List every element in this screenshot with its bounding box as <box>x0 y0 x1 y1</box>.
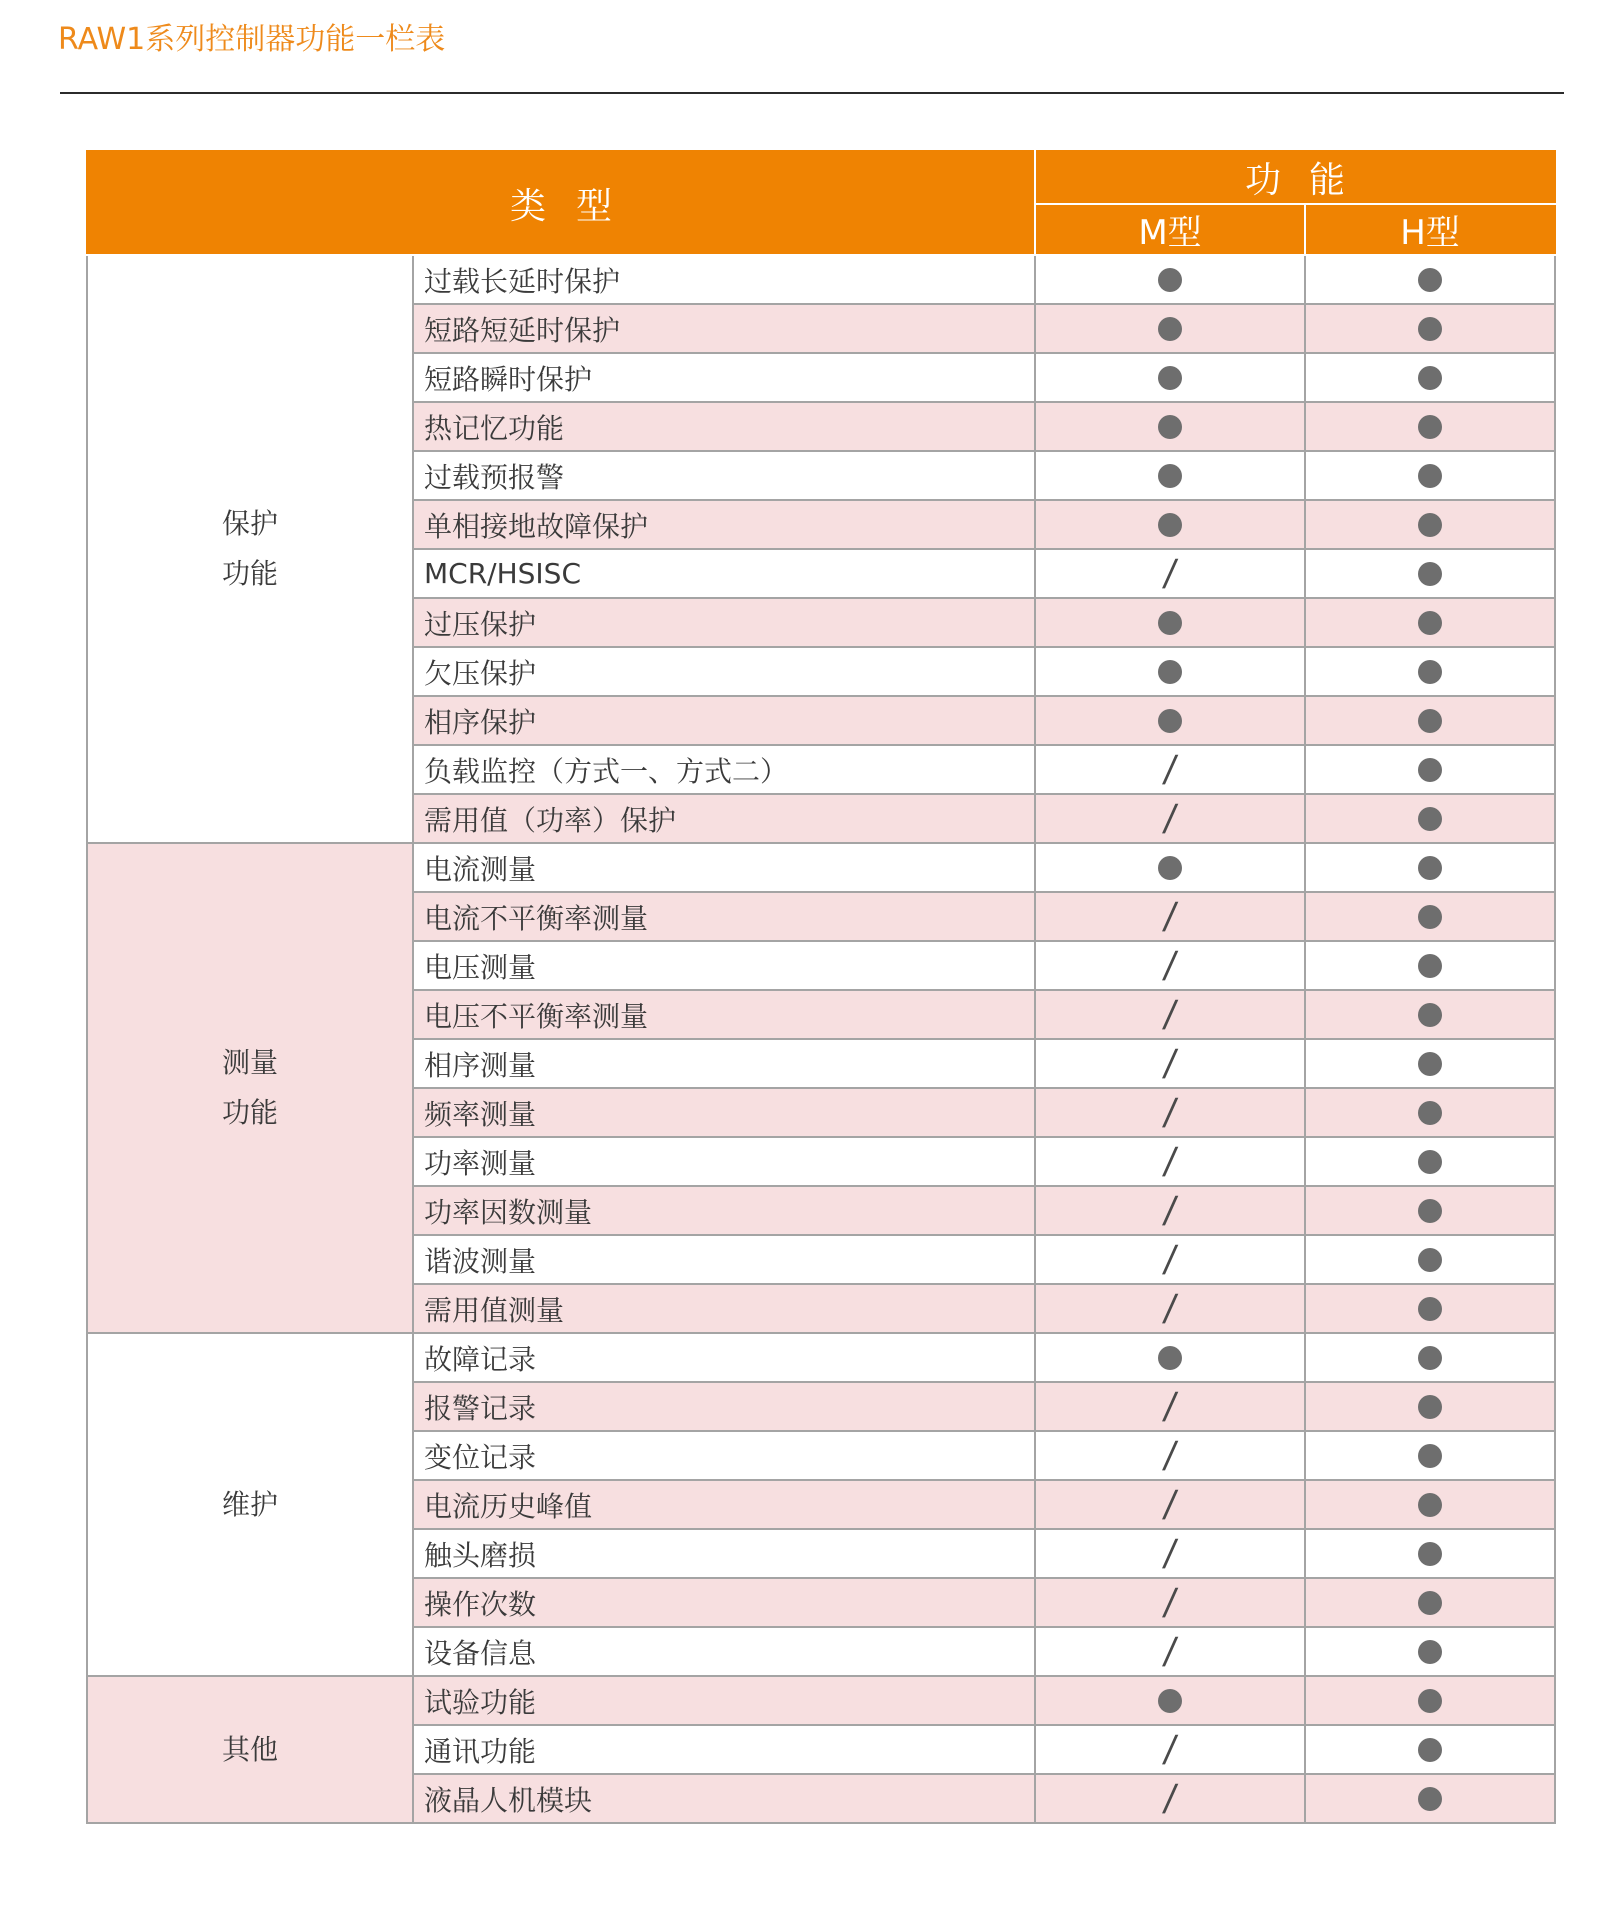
feature-name: 短路短延时保护 <box>413 304 1035 353</box>
supported-dot-icon <box>1418 1395 1442 1419</box>
model-m-support-cell <box>1035 794 1305 843</box>
model-h-support-cell <box>1305 696 1555 745</box>
feature-name: 相序测量 <box>413 1039 1035 1088</box>
not-supported-slash: / <box>1161 1238 1180 1280</box>
supported-dot-icon <box>1418 954 1442 978</box>
feature-name: 电流测量 <box>413 843 1035 892</box>
model-m-support-cell <box>1035 1088 1305 1137</box>
supported-dot-icon <box>1418 660 1442 684</box>
header-function: 功能 <box>1035 151 1555 204</box>
feature-name: 报警记录 <box>413 1382 1035 1431</box>
category-cell <box>87 843 413 1333</box>
function-table <box>86 150 1556 1824</box>
feature-name: 试验功能 <box>413 1676 1035 1725</box>
supported-dot-icon <box>1418 1787 1442 1811</box>
not-supported-slash: / <box>1161 1581 1180 1623</box>
feature-name: 液晶人机模块 <box>413 1774 1035 1823</box>
model-h-support-cell <box>1305 1480 1555 1529</box>
feature-name: 功率因数测量 <box>413 1186 1035 1235</box>
feature-name: 需用值测量 <box>413 1284 1035 1333</box>
model-m-support-cell <box>1035 1137 1305 1186</box>
model-m-support-cell <box>1035 549 1305 598</box>
supported-dot-icon <box>1418 1003 1442 1027</box>
not-supported-slash: / <box>1161 748 1180 790</box>
supported-dot-icon <box>1158 1346 1182 1370</box>
model-m-support-cell <box>1035 255 1305 304</box>
supported-dot-icon <box>1418 1346 1442 1370</box>
model-h-support-cell <box>1305 1627 1555 1676</box>
model-h-support-cell <box>1305 794 1555 843</box>
supported-dot-icon <box>1158 856 1182 880</box>
supported-dot-icon <box>1158 1689 1182 1713</box>
supported-dot-icon <box>1418 317 1442 341</box>
model-h-support-cell <box>1305 402 1555 451</box>
header-model-m: M型 <box>1035 204 1305 255</box>
model-m-support-cell <box>1035 402 1305 451</box>
table-row <box>87 255 1555 304</box>
model-m-support-cell <box>1035 1676 1305 1725</box>
model-m-support-cell <box>1035 598 1305 647</box>
model-h-support-cell <box>1305 843 1555 892</box>
model-h-support-cell <box>1305 1431 1555 1480</box>
model-m-support-cell <box>1035 500 1305 549</box>
feature-name: 触头磨损 <box>413 1529 1035 1578</box>
supported-dot-icon <box>1158 415 1182 439</box>
supported-dot-icon <box>1418 464 1442 488</box>
feature-name: 电压测量 <box>413 941 1035 990</box>
model-m-support-cell <box>1035 1529 1305 1578</box>
feature-name: 热记忆功能 <box>413 402 1035 451</box>
model-m-support-cell <box>1035 990 1305 1039</box>
model-h-support-cell <box>1305 1088 1555 1137</box>
model-m-support-cell <box>1035 843 1305 892</box>
category-label: 保护 <box>221 507 278 540</box>
supported-dot-icon <box>1418 758 1442 782</box>
model-h-support-cell <box>1305 745 1555 794</box>
supported-dot-icon <box>1158 709 1182 733</box>
model-m-support-cell <box>1035 304 1305 353</box>
supported-dot-icon <box>1418 1101 1442 1125</box>
page-title: RAW1系列控制器功能一栏表 <box>58 22 446 57</box>
model-h-support-cell <box>1305 1186 1555 1235</box>
feature-name: 过载预报警 <box>413 451 1035 500</box>
supported-dot-icon <box>1418 709 1442 733</box>
model-h-support-cell <box>1305 353 1555 402</box>
supported-dot-icon <box>1418 268 1442 292</box>
model-m-support-cell <box>1035 1186 1305 1235</box>
feature-name: 电压不平衡率测量 <box>413 990 1035 1039</box>
supported-dot-icon <box>1418 1591 1442 1615</box>
supported-dot-icon <box>1158 268 1182 292</box>
not-supported-slash: / <box>1161 993 1180 1035</box>
header-model-h: H型 <box>1305 204 1555 255</box>
model-m-support-cell <box>1035 451 1305 500</box>
table-row <box>87 1676 1555 1725</box>
feature-name: MCR/HSISC <box>413 549 1035 598</box>
supported-dot-icon <box>1418 905 1442 929</box>
model-h-support-cell <box>1305 1333 1555 1382</box>
model-m-support-cell <box>1035 941 1305 990</box>
model-m-support-cell <box>1035 353 1305 402</box>
header-type: 类型 <box>87 151 1035 255</box>
not-supported-slash: / <box>1161 797 1180 839</box>
model-m-support-cell <box>1035 892 1305 941</box>
feature-name: 操作次数 <box>413 1578 1035 1627</box>
model-h-support-cell <box>1305 1235 1555 1284</box>
supported-dot-icon <box>1418 513 1442 537</box>
feature-name: 设备信息 <box>413 1627 1035 1676</box>
feature-name: 频率测量 <box>413 1088 1035 1137</box>
model-h-support-cell <box>1305 1137 1555 1186</box>
not-supported-slash: / <box>1161 1385 1180 1427</box>
not-supported-slash: / <box>1161 1042 1180 1084</box>
model-m-support-cell <box>1035 1578 1305 1627</box>
model-h-support-cell <box>1305 1774 1555 1823</box>
supported-dot-icon <box>1418 366 1442 390</box>
model-m-support-cell <box>1035 1774 1305 1823</box>
category-label: 维护 <box>221 1487 278 1521</box>
feature-name: 需用值（功率）保护 <box>413 794 1035 843</box>
category-label: 功能 <box>221 1096 278 1129</box>
supported-dot-icon <box>1158 513 1182 537</box>
category-label: 其他 <box>221 1732 278 1766</box>
supported-dot-icon <box>1418 1689 1442 1713</box>
category-label: 测量 <box>221 1046 278 1079</box>
model-h-support-cell <box>1305 500 1555 549</box>
feature-name: 单相接地故障保护 <box>413 500 1035 549</box>
model-h-support-cell <box>1305 1676 1555 1725</box>
supported-dot-icon <box>1418 1444 1442 1468</box>
feature-name: 通讯功能 <box>413 1725 1035 1774</box>
model-m-support-cell <box>1035 745 1305 794</box>
category-cell <box>87 1676 413 1823</box>
not-supported-slash: / <box>1161 944 1180 986</box>
not-supported-slash: / <box>1161 1728 1180 1770</box>
not-supported-slash: / <box>1161 1777 1180 1819</box>
feature-name: 故障记录 <box>413 1333 1035 1382</box>
supported-dot-icon <box>1418 1248 1442 1272</box>
supported-dot-icon <box>1158 611 1182 635</box>
not-supported-slash: / <box>1161 1532 1180 1574</box>
supported-dot-icon <box>1418 1150 1442 1174</box>
not-supported-slash: / <box>1161 552 1180 594</box>
supported-dot-icon <box>1158 464 1182 488</box>
model-h-support-cell <box>1305 1284 1555 1333</box>
model-h-support-cell <box>1305 1529 1555 1578</box>
model-m-support-cell <box>1035 647 1305 696</box>
model-m-support-cell <box>1035 1431 1305 1480</box>
feature-name: 电流不平衡率测量 <box>413 892 1035 941</box>
model-h-support-cell <box>1305 647 1555 696</box>
model-h-support-cell <box>1305 255 1555 304</box>
feature-name: 功率测量 <box>413 1137 1035 1186</box>
supported-dot-icon <box>1418 1640 1442 1664</box>
feature-name: 过载长延时保护 <box>413 255 1035 304</box>
category-label: 功能 <box>221 557 278 590</box>
title-divider <box>60 92 1564 94</box>
feature-name: 负载监控（方式一、方式二） <box>413 745 1035 794</box>
model-h-support-cell <box>1305 990 1555 1039</box>
model-m-support-cell <box>1035 1333 1305 1382</box>
supported-dot-icon <box>1418 1542 1442 1566</box>
not-supported-slash: / <box>1161 1140 1180 1182</box>
feature-name: 变位记录 <box>413 1431 1035 1480</box>
model-h-support-cell <box>1305 1382 1555 1431</box>
model-m-support-cell <box>1035 1039 1305 1088</box>
model-m-support-cell <box>1035 1382 1305 1431</box>
not-supported-slash: / <box>1161 1630 1180 1672</box>
feature-name: 短路瞬时保护 <box>413 353 1035 402</box>
model-h-support-cell <box>1305 549 1555 598</box>
model-h-support-cell <box>1305 1725 1555 1774</box>
category-cell <box>87 255 413 843</box>
model-m-support-cell <box>1035 1284 1305 1333</box>
feature-name: 电流历史峰值 <box>413 1480 1035 1529</box>
supported-dot-icon <box>1158 660 1182 684</box>
not-supported-slash: / <box>1161 895 1180 937</box>
model-h-support-cell <box>1305 304 1555 353</box>
supported-dot-icon <box>1418 562 1442 586</box>
model-m-support-cell <box>1035 1235 1305 1284</box>
model-h-support-cell <box>1305 941 1555 990</box>
model-m-support-cell <box>1035 1725 1305 1774</box>
supported-dot-icon <box>1418 1297 1442 1321</box>
model-m-support-cell <box>1035 1480 1305 1529</box>
model-h-support-cell <box>1305 892 1555 941</box>
feature-name: 相序保护 <box>413 696 1035 745</box>
not-supported-slash: / <box>1161 1434 1180 1476</box>
model-h-support-cell <box>1305 598 1555 647</box>
supported-dot-icon <box>1418 611 1442 635</box>
supported-dot-icon <box>1158 317 1182 341</box>
supported-dot-icon <box>1418 1199 1442 1223</box>
supported-dot-icon <box>1418 415 1442 439</box>
supported-dot-icon <box>1418 1493 1442 1517</box>
model-m-support-cell <box>1035 696 1305 745</box>
not-supported-slash: / <box>1161 1483 1180 1525</box>
supported-dot-icon <box>1418 856 1442 880</box>
supported-dot-icon <box>1418 807 1442 831</box>
model-h-support-cell <box>1305 1578 1555 1627</box>
feature-name: 谐波测量 <box>413 1235 1035 1284</box>
not-supported-slash: / <box>1161 1091 1180 1133</box>
feature-name: 欠压保护 <box>413 647 1035 696</box>
category-cell <box>87 1333 413 1676</box>
not-supported-slash: / <box>1161 1189 1180 1231</box>
model-h-support-cell <box>1305 451 1555 500</box>
feature-name: 过压保护 <box>413 598 1035 647</box>
supported-dot-icon <box>1418 1738 1442 1762</box>
supported-dot-icon <box>1158 366 1182 390</box>
model-m-support-cell <box>1035 1627 1305 1676</box>
supported-dot-icon <box>1418 1052 1442 1076</box>
model-h-support-cell <box>1305 1039 1555 1088</box>
table-row <box>87 843 1555 892</box>
table-row <box>87 1333 1555 1382</box>
not-supported-slash: / <box>1161 1287 1180 1329</box>
